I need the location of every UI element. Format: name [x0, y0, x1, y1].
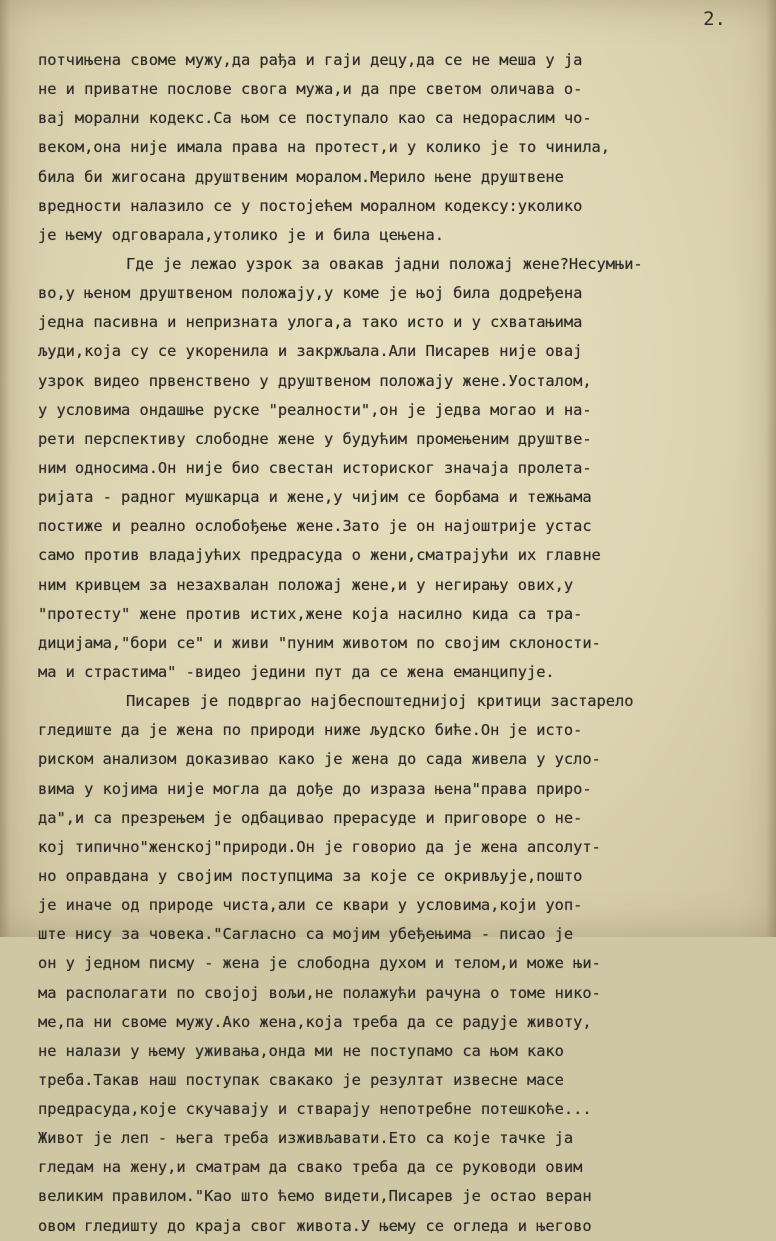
text-line: Живот је леп - њега треба изживљавати.Ето са које тачке ја	[38, 1129, 574, 1148]
text-line: ме,па ни своме мужу.Ако жена,која треба да се радује животу,	[38, 1012, 592, 1031]
text-line: ма располагати по својој вољи,не полажући рачуна о томе нико-	[38, 983, 601, 1002]
text-line: великим правилом."Као што ћемо видети,Писарев је остао веран	[38, 1187, 592, 1206]
text-line: узрок видео првенствено у друштвеном положају жене.Уосталом,	[38, 371, 592, 390]
text-line: постиже и реално ослобођење жене.Зато је он најоштрије устас	[38, 517, 592, 536]
text-line: он у једном писму - жена је слободна духом и телом,и може њи-	[38, 954, 601, 973]
text-line: вај морални кодекс.Са њом се поступало као са недораслим чо-	[38, 109, 592, 128]
text-line: једна пасивна и непризната улога,а тако исто и у схватањима	[38, 313, 583, 332]
text-line: гледиште да је жена по природи ниже људско биће.Он је исто-	[38, 721, 583, 740]
text-line: не налази у њему уживања,онда ми не поступамо са њом како	[38, 1041, 564, 1060]
text-line: но оправдана у својим поступцима за које се окривљује,пошто	[38, 866, 583, 885]
text-line: во,у њеном друштвеном положају,у коме је њој била додређена	[38, 284, 583, 303]
text-line: не и приватне послове свога мужа,и да пре светом оличава о-	[38, 80, 583, 99]
text-line: предрасуда,које скучавају и стварају непотребне потешкоће...	[38, 1100, 592, 1119]
typed-text-body	[38, 46, 768, 1241]
text-line: вредности налазило се у постојећем моралном кодексу:уколико	[38, 196, 583, 215]
text-line: у условима ондашње руске "реалности",он је једва могао и на-	[38, 400, 592, 419]
text-line: "протесту" жене против истих,жене која насилно кида са тра-	[38, 604, 583, 623]
text-line: је њему одговарала,утолико је и била цењена.	[38, 225, 444, 244]
page-number: 2.	[703, 8, 726, 30]
paragraph-start-line: Где је лежао узрок за овакав јадни положај жене?Несумњи-	[126, 254, 643, 273]
text-line: само против владајућих предрасуда о жени,сматрајући их главне	[38, 546, 601, 565]
text-line: ријата - радног мушкарца и жене,у чијим се борбама и тежњама	[38, 488, 592, 507]
text-line: људи,која су се укоренила и закржљала.Али Писарев није овај	[38, 342, 583, 361]
text-line: је иначе од природе чиста,али се квари у условима,који уоп-	[38, 896, 583, 915]
text-line: вима у којима није могла да дође до израза њена"права приро-	[38, 779, 592, 798]
text-line: ма и страстима" -видео једини пут да се жена еманципује.	[38, 662, 555, 681]
text-line: овом гледишту до краја свог живота.У њему се огледа и његово	[38, 1216, 592, 1235]
text-line: риском анализом доказивао како је жена до сада живела у усло-	[38, 750, 601, 769]
text-line: ште нису за човека."Сагласно са мојим убеђењима - писао је	[38, 925, 574, 944]
text-line: ним кривцем за незахвалан положај жене,и у негирању ових,у	[38, 575, 574, 594]
text-line: дицијама,"бори се" и живи "пуним животом по својим склоности-	[38, 633, 601, 652]
text-line: гледам на жену,и сматрам да свако треба да се руководи овим	[38, 1158, 583, 1177]
text-line: кој типично"женској"природи.Он је говорио да је жена апсолут-	[38, 837, 601, 856]
text-line: веком,она није имала права на протест,и у колико је то чинила,	[38, 138, 611, 157]
paragraph-start-line: Писарев је подвргао најбеспоштеднијој критици застарело	[126, 692, 634, 711]
text-line: ним односима.Он није био свестан историског значаја пролета-	[38, 458, 592, 477]
text-line: рети перспективу слободне жене у будућим промењеним друштве-	[38, 429, 592, 448]
text-line: да",и са презрењем је одбацивао прерасуде и приговоре о не-	[38, 808, 583, 827]
text-line: била би жигосана друштвеним моралом.Мерило њене друштвене	[38, 167, 564, 186]
text-line: потчињена своме мужу,да рађа и гаји децу,да се не меша у ја	[38, 51, 583, 69]
text-line: треба.Такав наш поступак свакако је резултат извесне масе	[38, 1070, 564, 1089]
paper-edge-left	[0, 0, 10, 937]
